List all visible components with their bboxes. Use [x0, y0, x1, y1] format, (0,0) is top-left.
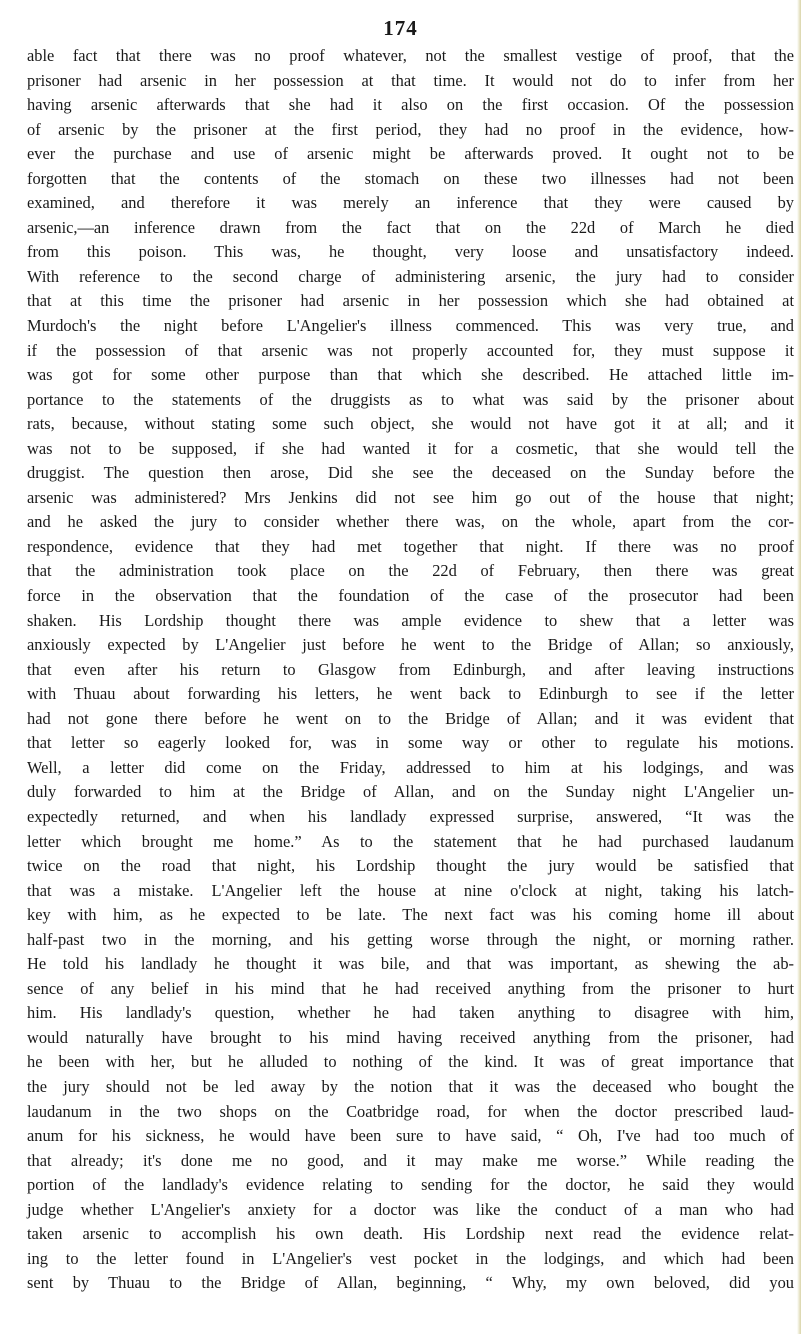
text-line: shaken. His Lordship thought there was ample evidence to shew that a letter was [27, 610, 794, 630]
text-line: duly forwarded to him at the Bridge of Allan, and on the Sunday night L'Angelier un- [27, 782, 794, 802]
text-line: that letter so eagerly looked for, was in some way or other to regulate his motions. [27, 733, 794, 753]
text-line: that at this time the prisoner had arsenic in her possession which she had obtained at [27, 291, 794, 311]
text-line: judge whether L'Angelier's anxiety for a doctor was like the conduct of a man who had [27, 1199, 794, 1219]
text-line: half-past two in the morning, and his getting worse through the night, or morning rather. [27, 929, 794, 949]
text-line: if the possession of that arsenic was not properly accounted for, they must suppose it [27, 340, 794, 360]
text-line: was not to be supposed, if she had wanted it for a cosmetic, that she would tell the [27, 438, 794, 458]
text-line: sence of any belief in his mind that he had received anything from the prisoner to hurt [27, 978, 794, 998]
text-line: he been with her, but he alluded to nothing of the kind. It was of great importance that [27, 1052, 794, 1072]
text-line: portion of the landlady's evidence relating to sending for the doctor, he said they would [27, 1175, 794, 1195]
text-line: would naturally have brought to his mind having received anything from the prisoner, had [27, 1027, 794, 1047]
text-line: ever the purchase and use of arsenic might be afterwards proved. It ought not to be [27, 144, 794, 164]
text-line: having arsenic afterwards that she had it also on the first occasion. Of the possession [27, 95, 794, 115]
text-line: prisoner had arsenic in her possession at that time. It would not do to infer from her [27, 70, 794, 90]
page-number: 174 [383, 16, 418, 40]
text-line: twice on the road that night, his Lordship thought the jury would be satisfied that [27, 856, 794, 876]
page-edge-shadow [797, 0, 801, 1334]
text-line: forgotten that the contents of the stomach on these two illnesses had not been [27, 168, 794, 188]
text-line: examined, and therefore it was merely an inference that they were caused by [27, 193, 794, 213]
text-line: taken arsenic to accomplish his own death. His Lordship next read the evidence relat- [27, 1224, 794, 1244]
text-line: able fact that there was no proof whatever, not the smallest vestige of proof, that the [27, 46, 794, 65]
text-line: that the administration took place on the 22d of February, then there was great [27, 561, 794, 581]
text-line: that even after his return to Glasgow from Edinburgh, and after leaving instructions [27, 659, 794, 679]
text-line: portance to the statements of the druggists as to what was said by the prisoner about [27, 389, 794, 409]
text-line: had not gone there before he went on to the Bridge of Allan; and it was evident that [27, 708, 794, 728]
text-line: anum for his sickness, he would have been sure to have said, “ Oh, I've had too much of [27, 1126, 794, 1146]
text-line: that already; it's done me no good, and it may make me worse.” While reading the [27, 1150, 794, 1170]
text-line: druggist. The question then arose, Did she see the deceased on the Sunday before the [27, 463, 794, 483]
text-line: and he asked the jury to consider whether there was, on the whole, apart from the cor- [27, 512, 794, 532]
text-line: laudanum in the two shops on the Coatbridge road, for when the doctor prescribed laud- [27, 1101, 794, 1121]
text-line: sent by Thuau to the Bridge of Allan, beginning, “ Why, my own beloved, did you [27, 1273, 794, 1293]
text-line: Murdoch's the night before L'Angelier's illness commenced. This was very true, and [27, 316, 794, 336]
text-line: was got for some other purpose than that which she described. He attached little im- [27, 365, 794, 385]
text-line: ing to the letter found in L'Angelier's vest pocket in the lodgings, and which had been [27, 1248, 794, 1268]
text-line: of arsenic by the prisoner at the first period, they had no proof in the evidence, how- [27, 119, 794, 139]
text-line: Well, a letter did come on the Friday, addressed to him at his lodgings, and was [27, 757, 794, 777]
text-line: arsenic,—an inference drawn from the fact that on the 22d of March he died [27, 217, 794, 237]
text-line: arsenic was administered? Mrs Jenkins did not see him go out of the house that night; [27, 487, 794, 507]
text-line: expectedly returned, and when his landlady expressed surprise, answered, “It was the [27, 806, 794, 826]
text-line: anxiously expected by L'Angelier just before he went to the Bridge of Allan; so anxiously, [27, 635, 794, 655]
text-line: from this poison. This was, he thought, very loose and unsatisfactory indeed. [27, 242, 794, 262]
text-line: with Thuau about forwarding his letters, he went back to Edinburgh to see if the letter [27, 684, 794, 704]
text-line: key with him, as he expected to be late. The next fact was his coming home ill about [27, 905, 794, 925]
text-line: him. His landlady's question, whether he had taken anything to disagree with him, [27, 1003, 794, 1023]
text-line: He told his landlady he thought it was bile, and that was important, as shewing the ab- [27, 954, 794, 974]
text-line: With reference to the second charge of administering arsenic, the jury had to consider [27, 266, 794, 286]
text-line: the jury should not be led away by the notion that it was the deceased who bought the [27, 1076, 794, 1096]
text-line: that was a mistake. L'Angelier left the house at nine o'clock at night, taking his latch- [27, 880, 794, 900]
text-line: rats, because, without stating some such object, she would not have got it at all; and it [27, 414, 794, 434]
body-text [27, 44, 794, 1296]
text-line: force in the observation that the foundation of the case of the prosecutor had been [27, 586, 794, 606]
text-line: respondence, evidence that they had met together that night. If there was no proof [27, 536, 794, 556]
text-line: letter which brought me home.” As to the statement that he had purchased laudanum [27, 831, 794, 851]
